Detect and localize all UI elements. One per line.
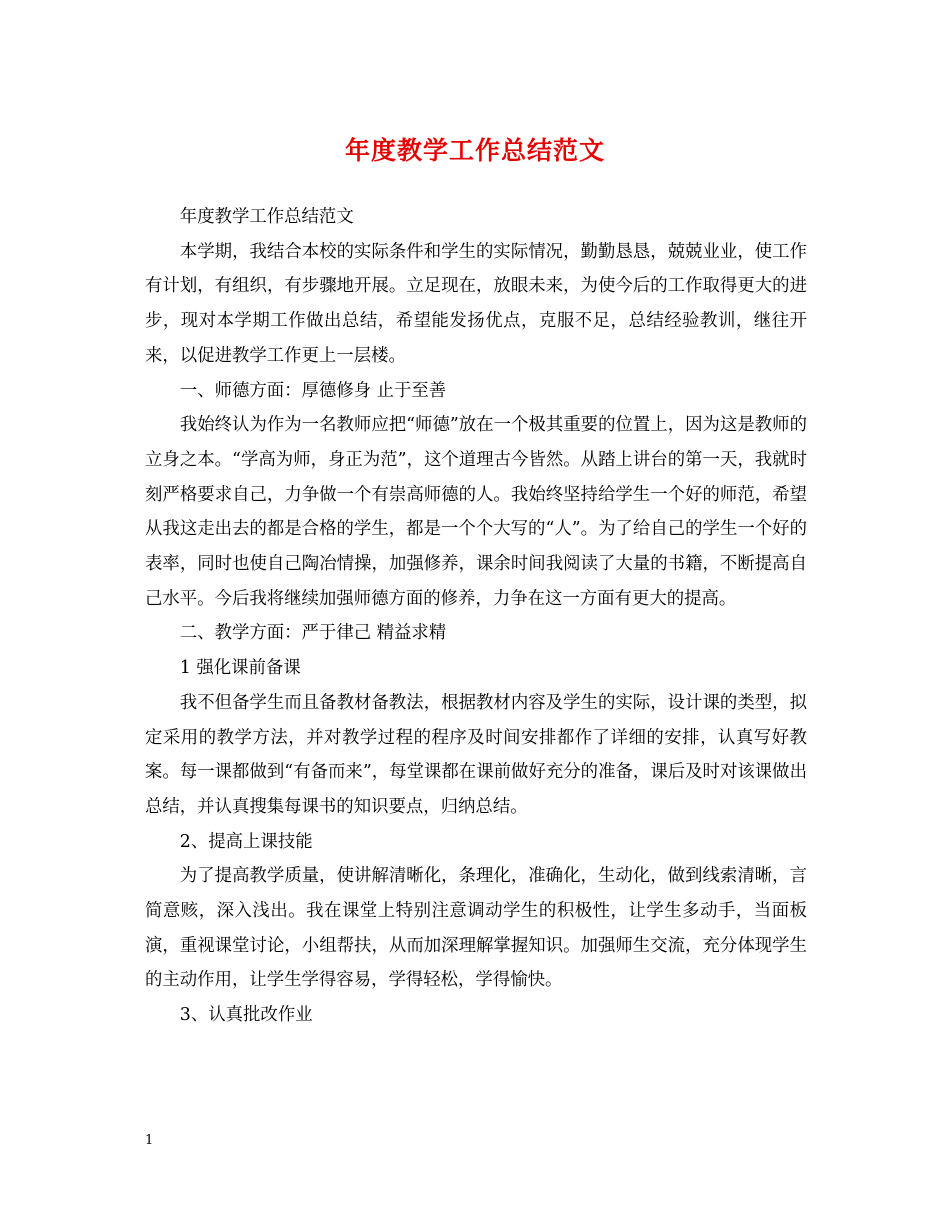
subheading-lesson-prep: 1 强化课前备课 <box>179 658 301 679</box>
paragraph-subtitle: 年度教学工作总结范文 <box>179 207 354 227</box>
section-heading-ethics: 一、师德方面：厚德修身 止于至善 <box>179 380 447 401</box>
paragraph-intro: 本学期，我结合本校的实际条件和学生的实际情况，勤勤恳恳，兢兢业业，使工作有计划，有组织，有步骤地开展。立足现在，放眼未来，为使今后的工作取得更大的进步，现对本学期工作做出总结，希望能发扬优点，克服不足，总结经验教训，继往开来，以促进教学工作更上一层楼。 <box>145 241 807 366</box>
document-title: 年度教学工作总结范文 <box>344 136 605 165</box>
document-body <box>145 200 807 1033</box>
subheading-class-skills: 2、提高上课技能 <box>179 831 313 852</box>
paragraph-ethics: 我始终认为作为一名教师应把“师德”放在一个极其重要的位置上，因为这是教师的立身之本。“学高为师，身正为范”，这个道理古今皆然。从踏上讲台的第一天，我就时刻严格要求自己，力争做一个有崇高师德的人。我始终坚持给学生一个好的师范，希望从我这走出去的都是合格的学生，都是一个个大写的“人”。为了给自己的学生一个好的表率，同时也使自己陶冶情操，加强修养，课余时间我阅读了大量的书籍，不断提高自己水平。今后我将继续加强师德方面的修养，力争在这一方面有更大的提高。 <box>145 415 807 609</box>
page-number: 1 <box>145 1133 154 1148</box>
paragraph-class-skills: 为了提高教学质量，使讲解清晰化，条理化，准确化，生动化，做到线索清晰，言简意赅，深入浅出。我在课堂上特别注意调动学生的积极性，让学生多动手，当面板演，重视课堂讨论，小组帮扶，从而加深理解掌握知识。加强师生交流，充分体现学生的主动作用，让学生学得容易，学得轻松，学得愉快。 <box>145 866 807 991</box>
section-heading-teaching: 二、教学方面：严于律己 精益求精 <box>179 623 447 644</box>
subheading-homework: 3、认真批改作业 <box>179 1005 313 1026</box>
paragraph-lesson-prep: 我不但备学生而且备教材备教法，根据教材内容及学生的实际，设计课的类型，拟定采用的教学方法，并对教学过程的程序及时间安排都作了详细的安排，认真写好教案。每一课都做到“有备而来”，每堂课都在课前做好充分的准备，课后及时对该课做出总结，并认真搜集每课书的知识要点，归纳总结。 <box>145 692 807 817</box>
